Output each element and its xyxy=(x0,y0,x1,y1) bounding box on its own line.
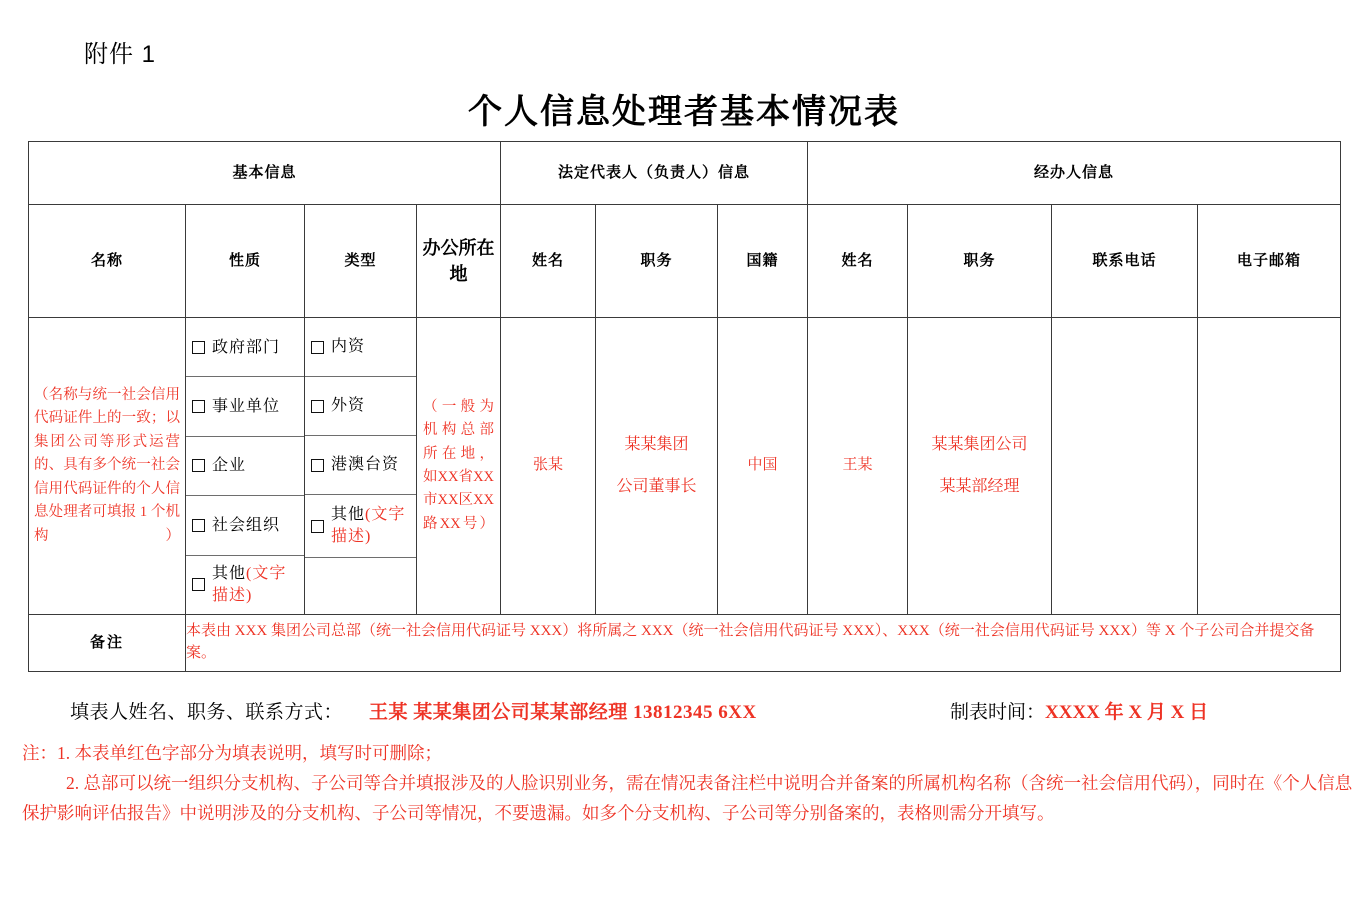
nature-option-label xyxy=(212,563,300,606)
handler-title-line2: 某某部经理 xyxy=(939,478,1020,495)
cell-legalrep-name[interactable]: 张某 xyxy=(501,318,596,615)
checkbox-icon[interactable] xyxy=(311,459,324,472)
group-header-legal-rep: 法定代表人（负责人）信息 xyxy=(501,142,808,205)
column-header-email: 电子邮箱 xyxy=(1198,205,1341,318)
legalrep-title-line2: 公司董事长 xyxy=(616,478,697,495)
column-header-row xyxy=(29,205,1341,318)
nature-option-0[interactable] xyxy=(186,318,304,377)
checkbox-icon[interactable] xyxy=(311,520,324,533)
cell-office-location[interactable] xyxy=(417,318,501,615)
remarks-value[interactable]: 本表由 XXX 集团公司总部（统一社会信用代码证号 XXX）将所属之 XXX（统一社会信用代码证号 XXX）、XXX（统一社会信用代码证号 XXX）等 X 个子公司合并提交备案。 xyxy=(186,615,1341,672)
type-option-label-hint: (文字描述) xyxy=(331,506,406,545)
checkbox-icon[interactable] xyxy=(192,341,205,354)
group-header-row xyxy=(29,142,1341,205)
table-row xyxy=(29,318,1341,615)
nature-option-label: 社会组织 xyxy=(212,516,281,534)
nature-option-label: 政府部门 xyxy=(212,338,281,356)
nature-option-label-text: 其他 xyxy=(212,565,247,583)
legalrep-title-line1: 某某集团 xyxy=(624,436,689,454)
remarks-label: 备注 xyxy=(29,615,186,672)
footnotes-prefix: 注： xyxy=(22,743,57,763)
nature-option-label-hint: (文字描述) xyxy=(212,565,287,604)
nature-option-list xyxy=(186,318,304,614)
form-date-label: 制表时间： xyxy=(950,702,1046,723)
cell-handler-email[interactable] xyxy=(1198,318,1341,615)
column-header-handler-name: 姓名 xyxy=(808,205,908,318)
type-option-0[interactable] xyxy=(305,318,416,377)
column-header-handler-title: 职务 xyxy=(908,205,1052,318)
footnotes xyxy=(22,738,1362,828)
cell-type[interactable] xyxy=(305,318,417,615)
form-filler-label: 填表人姓名、职务、联系方式： xyxy=(70,702,344,723)
column-header-type: 类型 xyxy=(305,205,417,318)
nature-option-2[interactable] xyxy=(186,436,304,495)
nature-option-4[interactable] xyxy=(186,555,304,614)
checkbox-icon[interactable] xyxy=(192,400,205,413)
page-title: 个人信息处理者基本情况表 xyxy=(468,93,900,131)
nature-option-label: 企业 xyxy=(212,457,247,475)
checkbox-icon[interactable] xyxy=(192,459,205,472)
group-header-basic: 基本信息 xyxy=(29,142,501,205)
form-date-line xyxy=(950,697,1208,724)
type-option-3[interactable] xyxy=(305,495,416,558)
cell-name[interactable] xyxy=(29,318,186,615)
cell-nature[interactable] xyxy=(186,318,305,615)
group-header-handler: 经办人信息 xyxy=(808,142,1341,205)
footnote-2-text: 2. 总部可以统一组织分支机构、子公司等合并填报涉及的人脸识别业务，需在情况表备注栏中说明合并备案的所属机构名称（含统一社会信用代码），同时在《个人信息保护影响评估报告》中说明涉及的分支机构、子公司等情况，不要遗漏。如多个分支机构、子公司等分别备案的，表格则需分开填写。 xyxy=(22,773,1353,824)
footnote-1 xyxy=(22,738,1362,768)
handler-title-value xyxy=(908,424,1051,507)
office-location-instruction-note: （一般为机构总部所在地，如XX省XX市XX区XX路XX号） xyxy=(423,398,495,532)
nature-option-3[interactable] xyxy=(186,496,304,555)
cell-legalrep-title[interactable] xyxy=(596,318,718,615)
type-option-label xyxy=(331,504,412,547)
column-header-name: 名称 xyxy=(29,205,186,318)
checkbox-icon[interactable] xyxy=(192,519,205,532)
type-option-list xyxy=(305,318,416,614)
cell-handler-phone[interactable] xyxy=(1052,318,1198,615)
column-header-office-location: 办公所在地 xyxy=(417,205,501,318)
type-option-label-text: 其他 xyxy=(331,506,366,524)
legalrep-title-value xyxy=(596,424,717,507)
column-header-phone: 联系电话 xyxy=(1052,205,1198,318)
remarks-row xyxy=(29,615,1341,672)
type-option-2[interactable] xyxy=(305,436,416,495)
checkbox-icon[interactable] xyxy=(311,400,324,413)
type-option-label: 外资 xyxy=(331,397,366,415)
nature-option-1[interactable] xyxy=(186,377,304,436)
column-header-nature: 性质 xyxy=(186,205,305,318)
cell-handler-title[interactable] xyxy=(908,318,1052,615)
form-filler-line xyxy=(70,697,757,724)
handler-title-line1: 某某集团公司 xyxy=(931,436,1028,454)
type-option-label: 港澳台资 xyxy=(331,456,400,474)
form-date-value[interactable]: XXXX 年 X 月 X 日 xyxy=(1045,702,1209,723)
checkbox-icon[interactable] xyxy=(311,341,324,354)
column-header-nationality: 国籍 xyxy=(718,205,808,318)
nature-option-label: 事业单位 xyxy=(212,397,281,415)
footnote-2 xyxy=(22,768,1362,828)
attachment-label: 附件 1 xyxy=(84,41,157,68)
column-header-legalrep-name: 姓名 xyxy=(501,205,596,318)
cell-handler-name[interactable]: 王某 xyxy=(808,318,908,615)
column-header-legalrep-title: 职务 xyxy=(596,205,718,318)
checkbox-icon[interactable] xyxy=(192,578,205,591)
type-option-label: 内资 xyxy=(331,338,366,356)
type-option-1[interactable] xyxy=(305,377,416,436)
footnote-1-text: 1. 本表单红色字部分为填表说明，填写时可删除； xyxy=(57,743,442,763)
cell-nationality[interactable]: 中国 xyxy=(718,318,808,615)
form-filler-value[interactable]: 王某 某某集团公司某某部经理 13812345 6XX xyxy=(369,702,757,723)
name-instruction-note: （名称与统一社会信用代码证件上的一致；以集团公司等形式运营的、具有多个统一社会信用代码证件的个人信息处理者可填报 1 个机构） xyxy=(34,386,180,544)
processor-info-table xyxy=(28,141,1341,672)
type-option-filler xyxy=(305,558,416,615)
